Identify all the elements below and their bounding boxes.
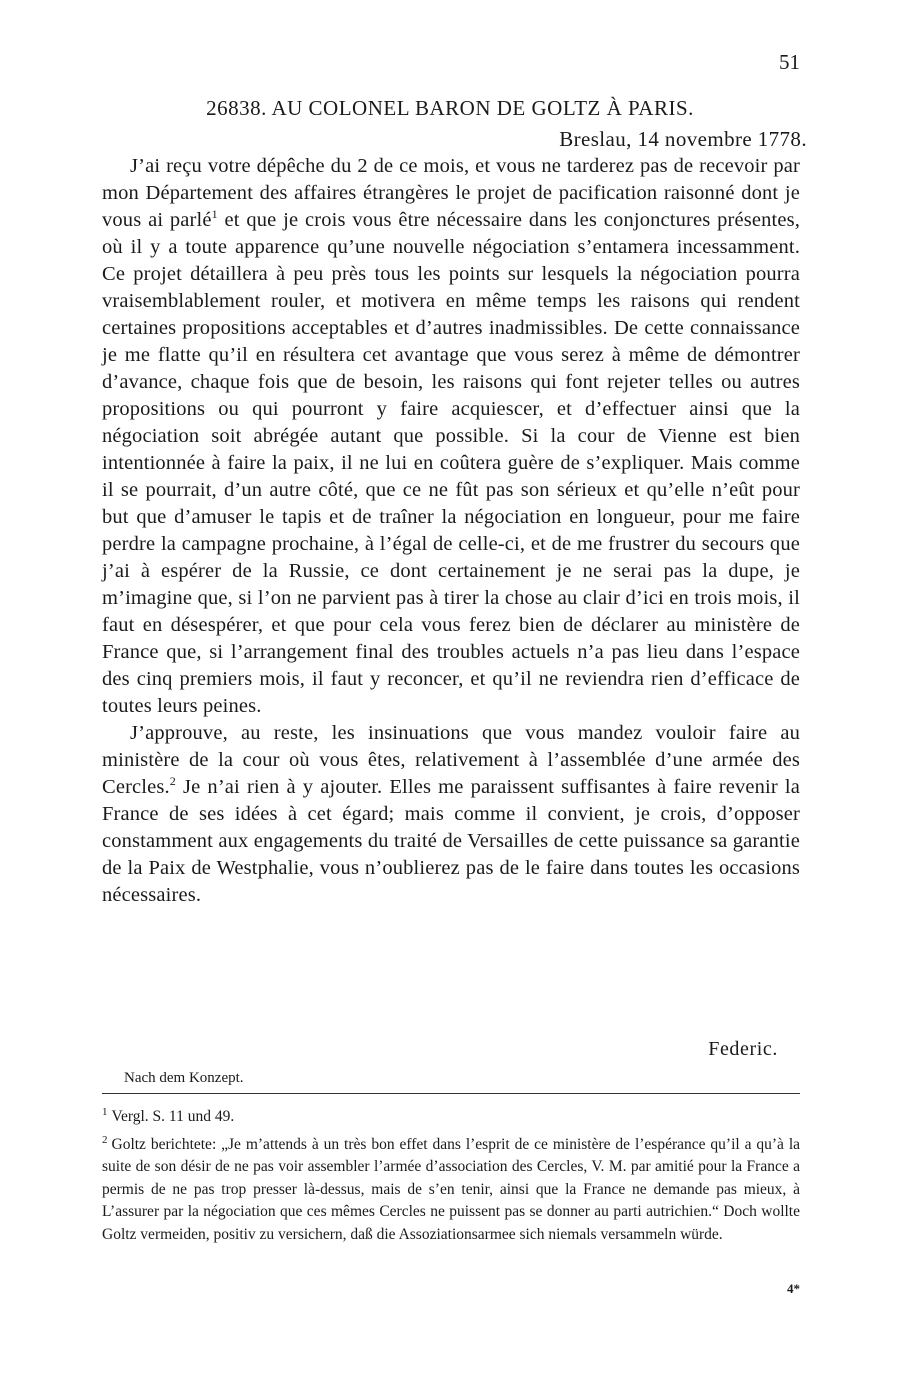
footnotes xyxy=(102,1101,800,1246)
footnote-2-marker: 2 xyxy=(102,1133,108,1146)
footnote-ref-2: 2 xyxy=(169,774,176,789)
dateline: Breslau, 14 novembre 1778. xyxy=(559,127,807,151)
letter-heading: 26838. AU COLONEL BARON DE GOLTZ À PARIS. xyxy=(206,96,694,120)
body-paragraph-1 xyxy=(102,153,800,720)
paragraph-1-text-b: et que je crois vous être nécessaire dans les conjonctures présentes, où il y a toute apparence qu’une nouvelle négociation s’entamera incessamment. Ce projet détaillera à peu près tous les points sur lesquels la négociation pourra vraisemblablement rouler, et motivera en même temps les raisons qui rendent certaines propositions acceptables et d’autres inadmissibles. De cette connaissance je me flatte qu’il en résultera cet avantage que vous serez à même de démontrer d’avance, chaque fois que de besoin, les raisons qui font rejeter telles ou autres propositions ou qui pourront y faire acquiescer, et d’effectuer ainsi que la négociation soit abrégée autant que possible. Si la cour de Vienne est bien intentionnée à faire la paix, il ne lui en coûtera guère de s’expliquer. Mais comme il se pourrait, d’un autre côté, que ce ne fût pas son sérieux et qu’elle n’eût pour but que d’amuser le tapis et de traîner la négociation en longueur, pour me faire perdre la campagne prochaine, à l’égal de celle-ci, et de me frustrer du secours que j’ai à espérer de la Russie, ce dont certainement je ne serai pas la dupe, je m’imagine que, si l’on ne parvient pas à tirer la chose au clair d’ici en trois mois, il faut en désespérer, et que pour cela vous ferez bien de déclarer au ministère de France que, si l’arrangement final des troubles actuels n’a pas lieu dans l’espace des cinq premiers mois, il faut y reconcer, et qu’il ne reviendra rien d’efficace de toutes leurs peines. xyxy=(102,209,800,717)
signature-mark: 4* xyxy=(787,1281,800,1296)
footnote-1-marker: 1 xyxy=(102,1106,108,1118)
footnote-divider xyxy=(102,1093,800,1094)
footnote-2 xyxy=(102,1129,800,1247)
footnote-ref-1: 1 xyxy=(211,207,218,222)
signature: Federic. xyxy=(708,1038,778,1060)
body-paragraph-2 xyxy=(102,720,800,909)
letter-body xyxy=(102,153,800,909)
paragraph-2-text-b: Je n’ai rien à y ajouter. Elles me paraissent suffisantes à faire revenir la France de ses idées à cet égard; mais comme il convient, je crois, d’opposer constamment aux engagements du traité de Versailles de cette puissance sa garantie de la Paix de Westphalie, vous n’oublierez pas de le faire dans toutes les occasions nécessaires. xyxy=(102,776,800,906)
paragraph-1-text-a: J’ai reçu votre dépêche du 2 de ce mois, et vous ne tarderez pas de recevoir par mon Département des affaires étrangères le projet de pacification raisonné dont je vous ai parlé xyxy=(102,155,800,231)
footnote-2-text: Goltz berichtete: „Je m’attends à un très bon effet dans l’esprit de ce ministère de l’espérance qu’il a qu’à la suite de son désir de ne pas voir assembler l’armée d’association des Cercles, V. M. par amitié pour la France a permis de ne pas trop presser là-dessus, mais de s’en tenir, ainsi que la France ne demande pas mieux, à L’assurer par la négociation que ces mêmes Cercles ne puissent pas se donner au parti autrichien.“ Doch wollte Goltz vermeiden, positiv zu versichern, daß die Assoziationsarmee sich niemals versammeln würde. xyxy=(102,1135,800,1243)
page-number: 51 xyxy=(779,50,800,74)
source-note: Nach dem Konzept. xyxy=(124,1070,244,1086)
paragraph-2-text-a: J’approuve, au reste, les insinuations que vous mandez vouloir faire au ministère de la cour où vous êtes, relativement à l’assemblée d’une armée des Cercles. xyxy=(102,722,800,798)
footnote-1-text: Vergl. S. 11 und 49. xyxy=(111,1108,235,1126)
footnote-1 xyxy=(102,1101,800,1129)
